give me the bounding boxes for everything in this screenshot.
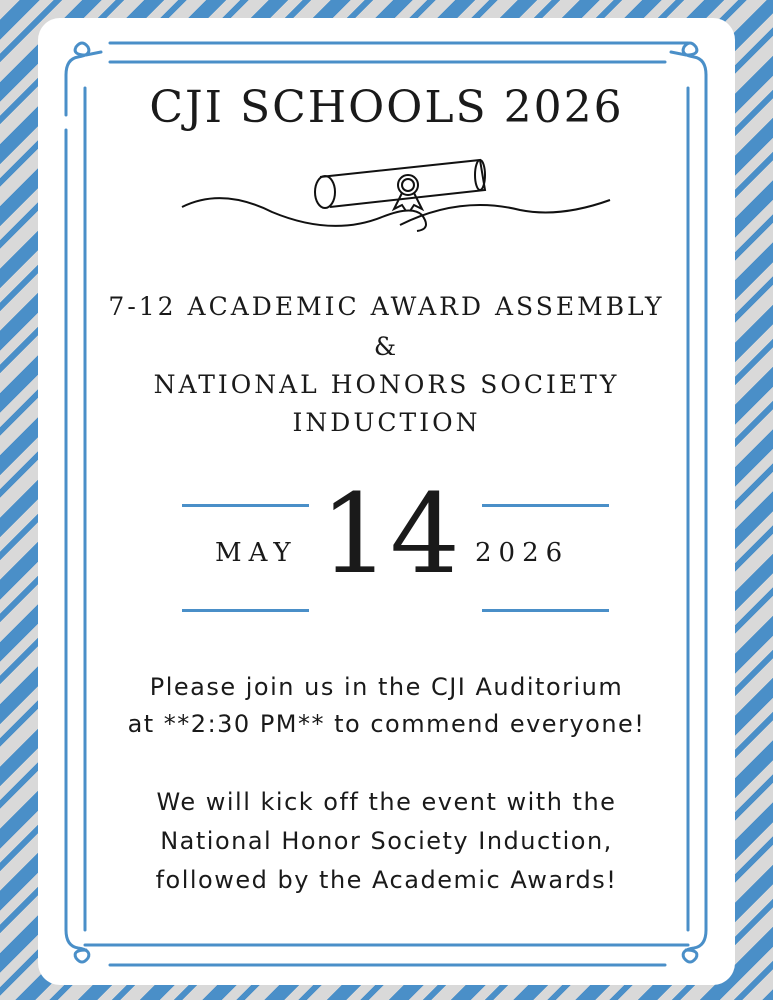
event-ampersand: &	[373, 332, 400, 361]
body-line: at **2:30 PM** to commend everyone!	[127, 710, 646, 738]
page-title: CJI SCHOOLS 2026	[149, 82, 624, 133]
diploma-scroll-icon	[180, 155, 615, 240]
body-line: We will kick off the event with the	[156, 788, 617, 816]
divider	[182, 504, 309, 507]
divider	[182, 609, 309, 612]
event-line-3: NATIONAL HONORS SOCIETY	[153, 370, 620, 399]
date-year: 2026	[475, 538, 570, 568]
body-line: National Honor Society Induction,	[160, 827, 613, 855]
divider	[482, 504, 609, 507]
date-month: MAY	[215, 538, 298, 568]
date-day: 14	[320, 470, 460, 598]
event-line-1: 7-12 ACADEMIC AWARD ASSEMBLY	[108, 292, 665, 321]
divider	[482, 609, 609, 612]
event-line-4: INDUCTION	[292, 408, 481, 437]
body-line: followed by the Academic Awards!	[155, 866, 618, 894]
body-line: Please join us in the CJI Auditorium	[149, 673, 624, 701]
